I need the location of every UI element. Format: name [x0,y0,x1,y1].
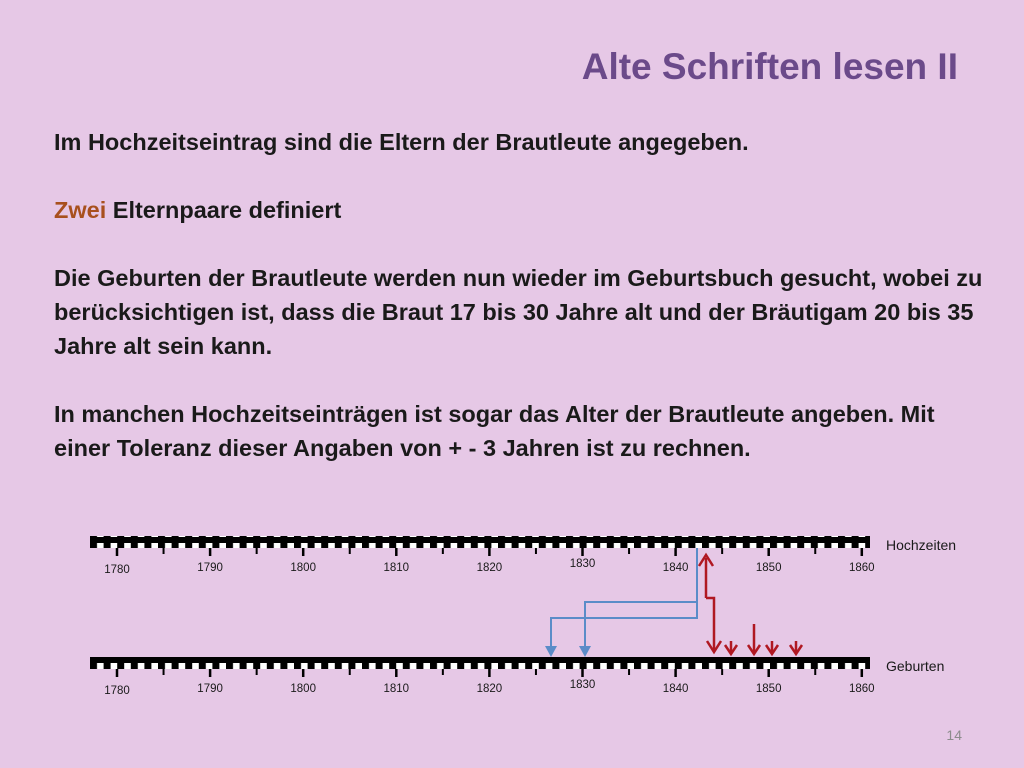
highlight-two: Zwei [54,197,107,223]
paragraph-age-tolerance: In manchen Hochzeitseinträgen ist sogar das Alter der Brautleute angeben. Mit einer Toleranz dieser Angaben von + - 3 Jahren ist zu rechnen. [54,401,935,461]
year-label-1810-weddings: 1810 [383,562,410,574]
paragraph-two-couples-rest: Elternpaare definiert [106,197,342,223]
page-number: 14 [946,727,962,743]
birth-search-arrows [699,555,802,654]
paragraph-parents: Im Hochzeitseintrag sind die Eltern der Brautleute angegeben. [54,129,749,155]
blue-arrowhead-inner [579,646,591,657]
year-label-1860-births: 1860 [849,683,875,695]
timeline-births [90,657,944,697]
paragraph-birth-search: Die Geburten der Brautleute werden nun wieder im Geburtsbuch gesucht, wobei zu berücksichtigen ist, dass die Braut 17 bis 30 Jahre alt und der Bräutigam 20 bis 35 Jahre alt sein kann. [54,265,983,359]
year-label-1840-weddings: 1840 [662,562,689,574]
year-label-1830-weddings: 1830 [569,558,596,570]
year-label-1820-weddings: 1820 [476,562,503,574]
year-label-1850-weddings: 1850 [755,562,782,574]
timeline-bar-weddings [90,536,870,548]
year-label-1820-births: 1820 [476,683,503,695]
timeline-bar-births [90,657,870,669]
year-label-1790-weddings: 1790 [197,562,223,574]
timeline-ticks-births [117,669,862,677]
timeline-labels-weddings [104,558,874,576]
year-label-1840-births: 1840 [662,683,689,695]
year-label-1850-births: 1850 [755,683,782,695]
blue-arrowhead-outer [545,646,557,657]
label-weddings: Hochzeiten [886,537,957,553]
slide-title: Alte Schriften lesen II [581,46,958,87]
year-label-1780-weddings: 1780 [104,564,130,576]
label-births: Geburten [886,658,945,674]
year-label-1790-births: 1790 [197,683,223,695]
year-label-1860-weddings: 1860 [849,562,875,574]
year-label-1780-births: 1780 [104,685,130,697]
year-label-1810-births: 1810 [383,683,410,695]
timeline-ticks-weddings [117,548,862,556]
year-label-1800-births: 1800 [290,683,316,695]
timeline-labels-births [104,679,874,697]
year-label-1830-births: 1830 [569,679,596,691]
timeline-weddings [90,536,956,576]
year-label-1800-weddings: 1800 [290,562,316,574]
